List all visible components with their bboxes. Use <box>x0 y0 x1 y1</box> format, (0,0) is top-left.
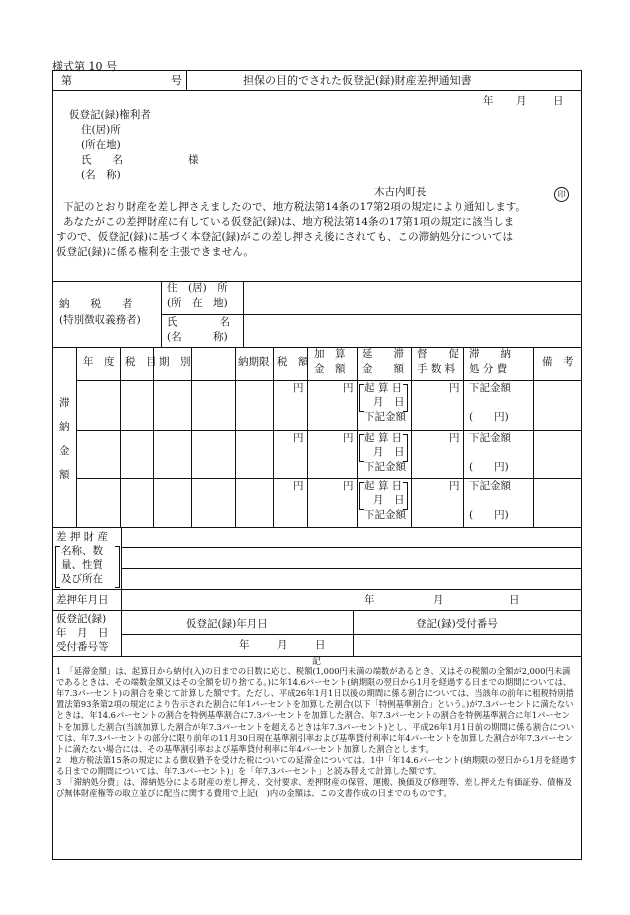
form-title: 担保の目的でされた仮登記(録)財産差押通知書 <box>243 74 472 87</box>
row1-calc-date: 月 日 <box>373 396 405 408</box>
reg-day: 日 <box>315 639 326 651</box>
seizure-year: 年 <box>364 594 375 606</box>
header-dai: 第 <box>61 74 72 87</box>
row3-calc-date: 月 日 <box>373 494 405 506</box>
arrears-side-2: 納 <box>59 421 70 433</box>
taxpayer-sublabel: (特別徴収義務者) <box>59 314 141 326</box>
body-line-3: すので、仮登記(録)に基づく本登記(録)がこの差し押さえ後にされても、この滞納処分については <box>56 231 513 243</box>
row2-disposal-2: ( 円) <box>469 461 509 473</box>
row3-disposal-1: 下記金額 <box>469 480 511 492</box>
addressee-honorific: 様 <box>188 154 199 166</box>
col-delinquency-2: 金 額 <box>362 363 404 375</box>
col-additional-2: 金 額 <box>314 363 346 375</box>
col-additional-1: 加 算 <box>314 348 346 360</box>
row2-additional-yen: 円 <box>343 432 354 444</box>
row2-tax-yen: 円 <box>293 432 304 444</box>
row1-disposal-1: 下記金額 <box>469 382 511 394</box>
taxpayer-name-label: 氏 名 <box>167 316 230 328</box>
prov-date-label: 仮登記(録)年月日 <box>186 618 268 630</box>
issuer-name: 木古内町長 <box>374 186 427 198</box>
note-2: 2 地方税法第15条の規定による徴収猶予を受けた税についての延滞金については、1中「年14.6パーセント(納期限の翌日から1月を経過する日までの期間については、年7.3パーセント)」を「年7.3パーセント」と読み替えて計算した額です。 <box>56 754 577 776</box>
header-divider <box>186 71 187 90</box>
seized-label-4: 及び所在 <box>61 573 103 585</box>
taxpayer-title-label: (名 称) <box>167 331 228 343</box>
col-remarks: 備 考 <box>542 356 574 368</box>
form-number: 様式第 10 号 <box>52 60 117 73</box>
seizure-month: 月 <box>433 594 444 606</box>
col-disposal-1: 滞 納 <box>469 348 511 360</box>
col-disposal-2: 処 分 費 <box>469 363 508 375</box>
col-demand-1: 督 促 <box>417 348 459 360</box>
row1-demand-yen: 円 <box>449 382 460 394</box>
registration-label-1: 仮登記(録) <box>56 613 107 625</box>
note-3: 3 「滞納処分費」は、滞納処分による財産の差し押え、交付要求、差押財産の保管、運搬、換価及び修理等、差し押えた有価証券、債権及び無体財産権等の取立並びに配当に関する費用で上記( )内の金額は、この文書作成の日までのものです。 <box>56 777 573 799</box>
col-tax-amount: 税 額 <box>277 356 309 368</box>
row3-tax-yen: 円 <box>293 480 304 492</box>
reg-year: 年 <box>239 639 250 651</box>
date-month: 月 <box>516 95 527 107</box>
row3-demand-yen: 円 <box>449 480 460 492</box>
body-line-4: 仮登記(録)に係る権利を主張できません。 <box>56 246 254 258</box>
row1-calc-start: 起 算 日 <box>364 382 403 394</box>
row1-tax-yen: 円 <box>293 382 304 394</box>
row1-disposal-2: ( 円) <box>469 411 509 423</box>
note-1: 1 「延滞金額」は、起算日から納付(入)の日までの日数に応じ、税額(1,000円未満の端数があるとき、又はその税額の全額が2,000円未満であるときは、その端数金額又はその全額を切り捨てる。)に年14.6パーセント(納期限の翌日から1月を経過する日までの期間については、年7.3パーセント)の割合を乗じて計算した額です。ただし、平成26年1月1日以後の期間に係る割合については、当該年の前年に租税特別措置法第93条第2項の規定により告示された割合に年1パーセントを加算した割合(以下「特例基準割合」という。)が7.3パーセントに満たないときは、年14.6パーセントの割合を特例基準割合に7.3パーセントを加算した割合、年7.3パーセントの割合を特例基準割合に年1パーセントを加算した割合(当該加算した割合が年7.3パーセントを超えるときは年7.3パーセント)とし、平成26年1月1日前の期間に係る割合については、年7.3パーセントの部分に限り前年の11月30日現在基準割引率および基準貸付利率に年4パーセントを加算した割合が年7.3パーセントに満たない場合には、その基準割引率および基準貸付利率に年4パーセント加算した割合とします。 <box>56 666 575 754</box>
row1-below-amount: 下記金額 <box>364 411 406 423</box>
seized-label-1: 差 押 財 産 <box>56 531 109 543</box>
registration-label-2: 年 月 日 <box>56 627 109 639</box>
reg-month: 月 <box>277 639 288 651</box>
seizure-date-label: 差押年月日 <box>56 594 109 606</box>
row1-additional-yen: 円 <box>343 382 354 394</box>
taxpayer-address-label: 住 (居) 所 <box>167 282 228 294</box>
notes-section <box>56 666 578 799</box>
addressee-location: (所在地) <box>81 139 121 151</box>
seized-label-2: 名称、数 <box>61 545 103 557</box>
row2-disposal-1: 下記金額 <box>469 432 511 444</box>
arrears-side-1: 滞 <box>59 397 70 409</box>
official-seal-mark: 印 <box>554 187 569 202</box>
row3-below-amount: 下記金額 <box>364 509 406 521</box>
col-year: 年 度 <box>83 356 115 368</box>
col-demand-2: 手 数 料 <box>417 363 456 375</box>
addressee-address: 住(居)所 <box>81 124 121 136</box>
taxpayer-label: 納 税 者 <box>59 298 133 310</box>
addressee-title-name: (名 称) <box>81 169 121 181</box>
col-due: 納期限 <box>238 356 270 368</box>
addressee-label: 仮登記(録)権利者 <box>69 109 151 121</box>
header-go: 号 <box>171 74 182 87</box>
arrears-side-4: 額 <box>59 469 70 481</box>
row3-additional-yen: 円 <box>343 480 354 492</box>
row3-calc-start: 起 算 日 <box>364 480 403 492</box>
reg-number-label: 登記(録)受付番号 <box>416 618 498 630</box>
row2-calc-date: 月 日 <box>373 446 405 458</box>
body-line-2: あなたがこの差押財産に有している仮登記(録)は、地方税法第14条の17第1項の規定に該当しま <box>63 216 515 228</box>
col-tax-item: 税 目 <box>125 356 157 368</box>
row3-disposal-2: ( 円) <box>469 509 509 521</box>
notes-heading: 記 <box>312 657 322 667</box>
registration-label-3: 受付番号等 <box>56 641 109 653</box>
body-line-1: 下記のとおり財産を差し押さえましたので、地方税法第14条の17第2項の規定により通知します。 <box>63 201 526 213</box>
seizure-day: 日 <box>509 594 520 606</box>
row2-below-amount: 下記金額 <box>364 461 406 473</box>
row2-demand-yen: 円 <box>449 432 460 444</box>
arrears-side-3: 金 <box>59 445 70 457</box>
seized-label-3: 量、性質 <box>61 559 103 571</box>
taxpayer-location-label: (所 在 地) <box>167 297 228 309</box>
addressee-name: 氏 名 <box>81 154 123 166</box>
date-day: 日 <box>553 95 564 107</box>
row2-calc-start: 起 算 日 <box>364 432 403 444</box>
col-delinquency-1: 延 滞 <box>362 348 404 360</box>
col-period: 期 別 <box>159 356 191 368</box>
date-year: 年 <box>483 95 494 107</box>
